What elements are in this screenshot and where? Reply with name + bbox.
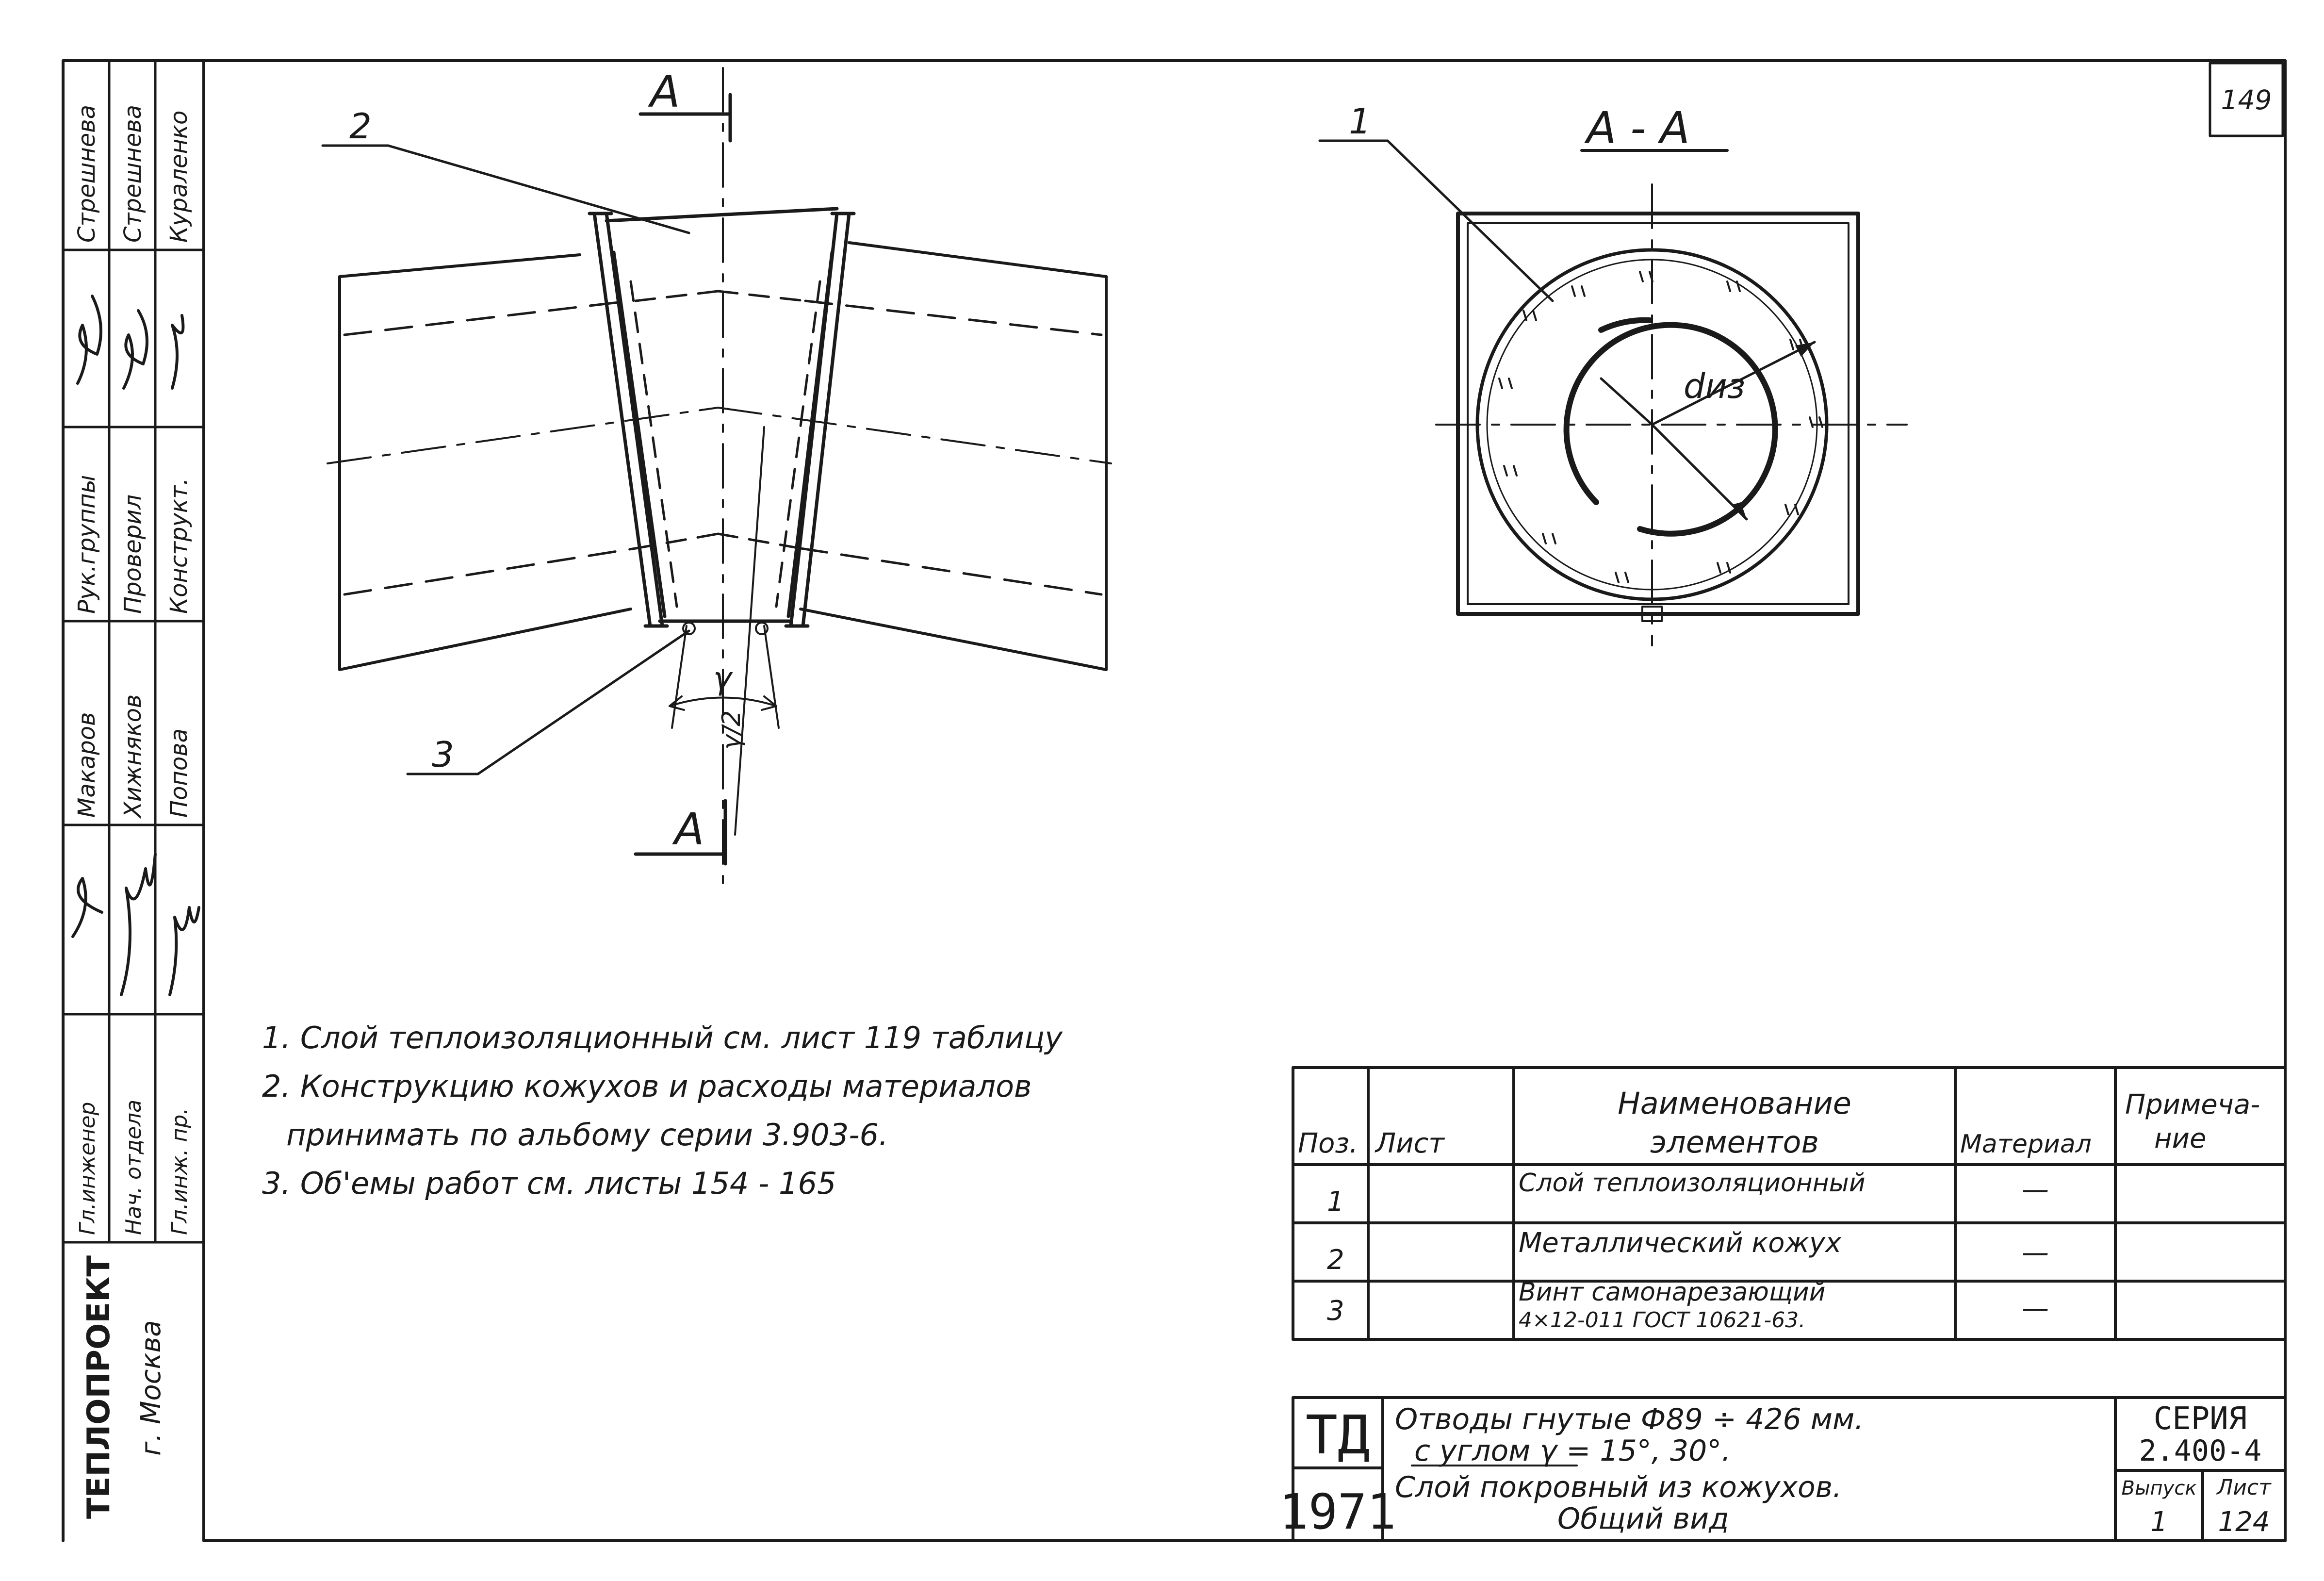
spec-row-2	[1327, 1227, 2049, 1276]
sidebar-role2-2: Конструкт.	[165, 478, 193, 614]
title-block	[1279, 1398, 2285, 1541]
diameter-label: dиз	[1684, 366, 1746, 406]
row1-pos: 1	[1327, 1186, 1344, 1218]
sidebar-role-1: Нач. отдела	[121, 1099, 146, 1235]
sidebar-role2-0: Рук.группы	[73, 475, 100, 614]
series-label: СЕРИЯ	[2153, 1401, 2247, 1437]
sidebar-role-0: Гл.инженер	[75, 1102, 100, 1235]
dim-line-half-angle	[735, 427, 764, 835]
right-pipe-hidden	[801, 301, 1101, 594]
row2-name: Металлический кожух	[1519, 1227, 1842, 1259]
callout-1: 1	[1349, 101, 1371, 142]
left-pipe-hidden	[344, 301, 636, 594]
hdr-note-1: Примеча-	[2125, 1089, 2260, 1120]
signature-scribbles	[73, 296, 199, 995]
row3-pos: 3	[1327, 1295, 1344, 1327]
sidebar-name1-0: Макаров	[73, 712, 100, 818]
angle-label: γ	[713, 661, 732, 697]
hdr-name-2: элементов	[1650, 1124, 1819, 1160]
issue-value: 1	[2150, 1506, 2168, 1538]
sheet-frame	[63, 61, 2285, 1541]
sidebar-name2-2: Кураленко	[165, 110, 193, 243]
sidebar-stamp	[63, 61, 204, 1519]
title-year: 1971	[1279, 1483, 1396, 1540]
hdr-sheet: Лист	[1375, 1128, 1444, 1159]
spec-table	[1293, 1068, 2285, 1339]
half-angle-label: γ/2	[717, 710, 746, 750]
sidebar-name1-2: Попова	[165, 728, 193, 818]
sidebar-role-2: Гл.инж. пр.	[167, 1107, 192, 1235]
row3-name: Винт самонарезающий	[1519, 1278, 1826, 1307]
sheet-label: Лист	[2217, 1475, 2271, 1500]
square-casing-inner	[1468, 223, 1849, 604]
spec-row-1	[1327, 1169, 2049, 1218]
section-marker-top-label: А	[650, 66, 680, 117]
title-line-3: Слой покровный из кожухов.	[1395, 1470, 1842, 1504]
callout-3: 3	[432, 734, 454, 775]
row2-pos: 2	[1327, 1244, 1344, 1276]
hdr-name-1: Наименование	[1618, 1086, 1851, 1121]
sheet-value: 124	[2218, 1506, 2270, 1538]
pipe-wall	[1567, 325, 1775, 534]
note-1: 1. Слой теплоизоляционный см. лист 119 таблицу	[262, 1020, 1063, 1055]
screw-marks	[683, 623, 768, 634]
section-title: А - А	[1587, 103, 1690, 154]
section-view	[1320, 101, 1907, 645]
square-casing	[1458, 214, 1858, 614]
page-number-box	[2210, 63, 2283, 136]
notes	[262, 1020, 1063, 1201]
row2-material: —	[2022, 1237, 2049, 1268]
spec-row-3	[1327, 1278, 2049, 1333]
middle-hidden	[631, 281, 820, 607]
section-marker-bottom-label: А	[674, 804, 704, 855]
page-number: 149	[2221, 84, 2272, 115]
sidebar-city: г. Москва	[135, 1320, 167, 1456]
hdr-note-2: ние	[2154, 1123, 2207, 1154]
title-line-1: Отводы гнутые Ф89 ÷ 426 мм.	[1395, 1402, 1864, 1436]
elbow-view	[323, 66, 1111, 883]
note-3: 3. Об'емы работ см. листы 154 - 165	[262, 1166, 836, 1201]
sidebar-name2-1: Стрешнева	[119, 104, 147, 243]
callout-2: 2	[349, 106, 372, 147]
hdr-pos: Поз.	[1298, 1128, 1358, 1159]
title-line-4: Общий вид	[1557, 1502, 1729, 1536]
sidebar-name1-1: Хижняков	[119, 694, 147, 818]
series-value: 2.400-4	[2139, 1434, 2262, 1468]
sidebar-org: ТЕПЛОПРОЕКТ	[81, 1255, 117, 1519]
note-2b: принимать по альбому серии 3.903-6.	[286, 1117, 888, 1153]
row1-name: Слой теплоизоляционный	[1519, 1169, 1866, 1198]
title-code: ТД	[1305, 1404, 1370, 1466]
sidebar-name2-0: Стрешнева	[73, 104, 100, 243]
row1-material: —	[2022, 1174, 2049, 1205]
row3-material: —	[2022, 1293, 2049, 1324]
note-2: 2. Конструкцию кожухов и расходы материалов	[262, 1069, 1032, 1104]
hdr-material: Материал	[1960, 1130, 2092, 1159]
middle-casing	[589, 209, 854, 626]
issue-label: Выпуск	[2121, 1477, 2197, 1499]
row3-name2: 4×12-011 ГОСТ 10621-63.	[1519, 1308, 1806, 1333]
title-line-2: с углом γ = 15°, 30°.	[1414, 1434, 1731, 1468]
callout-leaders-elbow	[323, 146, 689, 774]
sidebar-role2-1: Проверил	[119, 494, 147, 614]
callout-leader-1	[1320, 141, 1553, 301]
